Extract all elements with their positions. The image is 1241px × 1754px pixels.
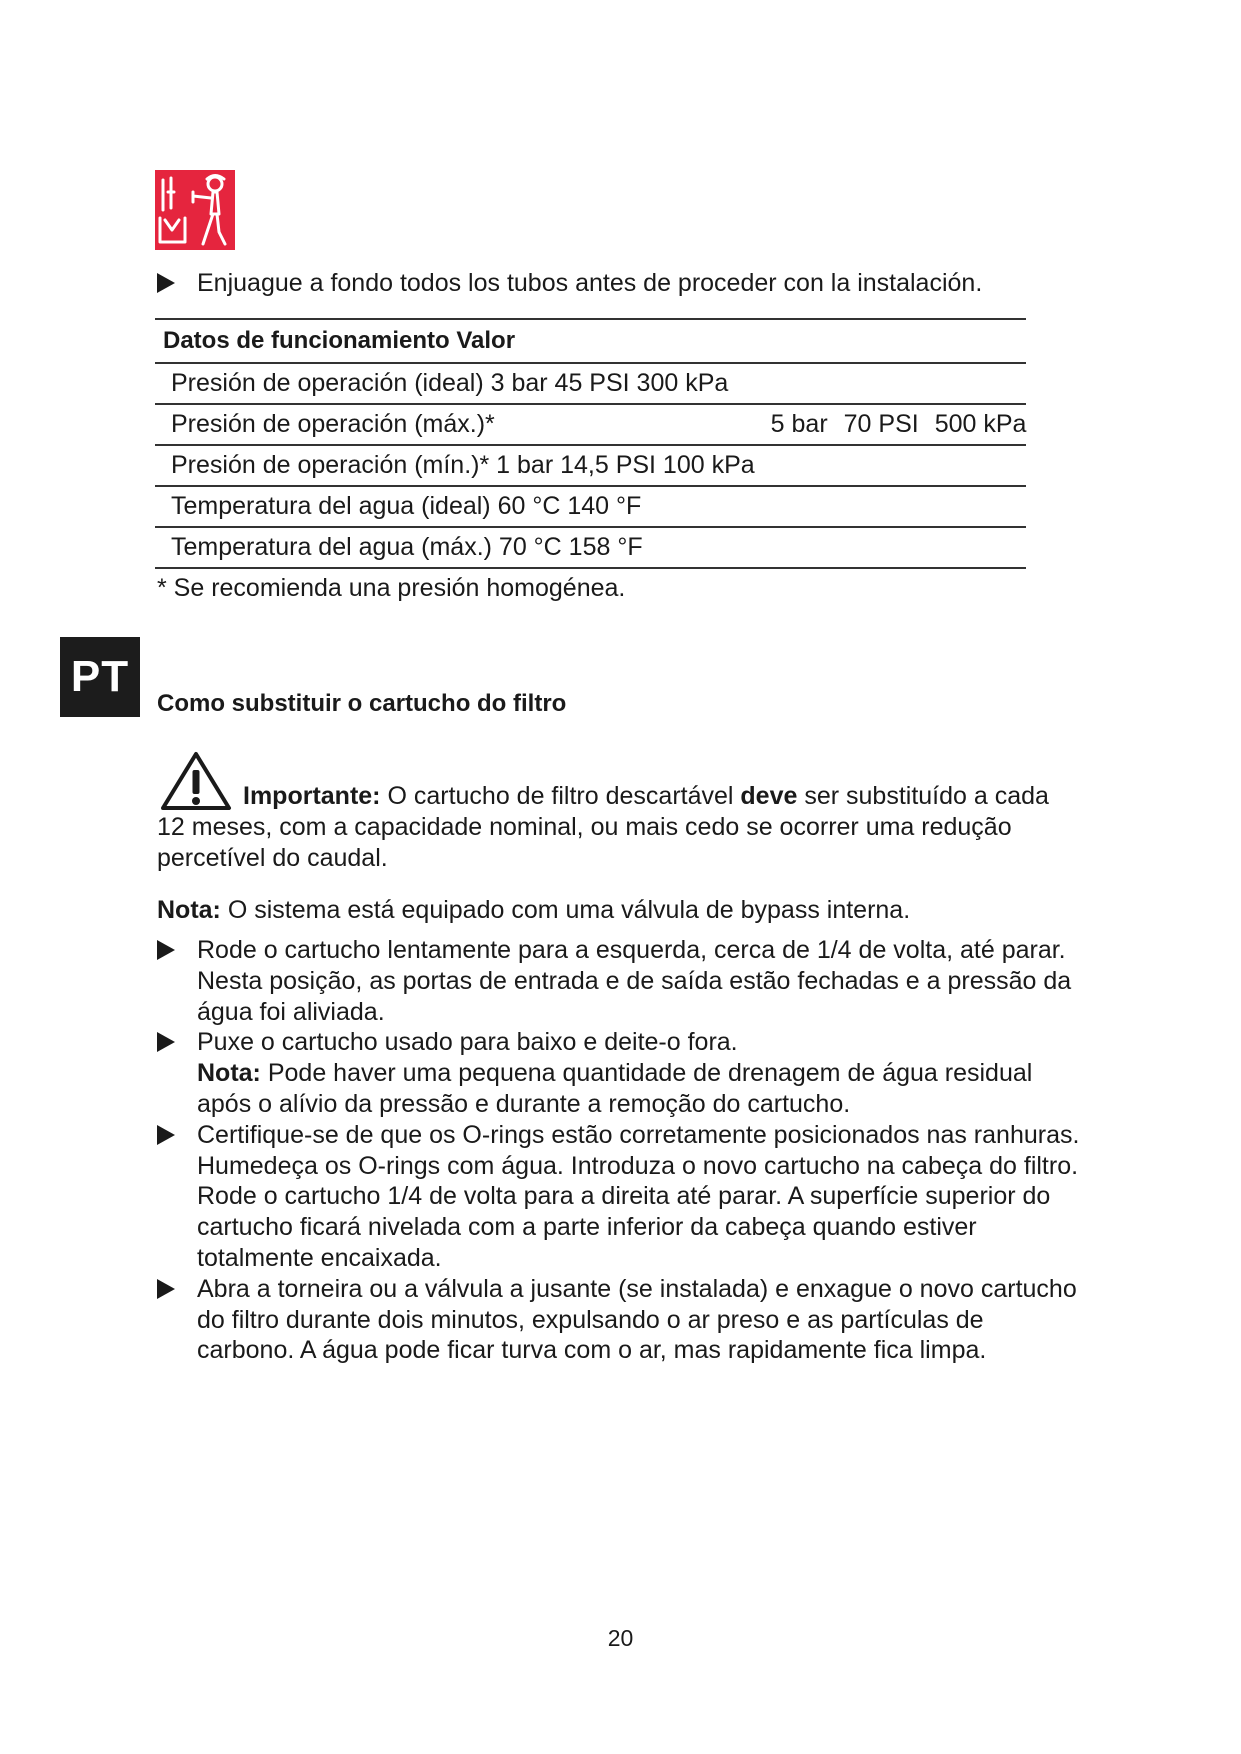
row-label: Presión de operación (ideal) 3 bar 45 PSI 300 kPa bbox=[155, 363, 755, 404]
bullet-arrow-icon bbox=[157, 940, 175, 960]
step-note-label: Nota: bbox=[197, 1059, 261, 1088]
row-label: Temperatura del agua (ideal) 60 °C 140 °F bbox=[155, 486, 755, 527]
row-label: Temperatura del agua (máx.) 70 °C 158 °F bbox=[155, 527, 755, 568]
page-number: 20 bbox=[607, 1625, 634, 1651]
row-value-kpa: 500 kPa bbox=[919, 404, 1027, 445]
row-label: Presión de operación (máx.)* bbox=[155, 404, 755, 445]
bypass-note: Nota: O sistema está equipado com uma válvula de bypass interna. bbox=[157, 896, 911, 924]
table-row bbox=[155, 445, 1026, 486]
list-item: Abra a torneira ou a válvula a jusante (se instalada) e enxague o novo cartucho do filtro durante dois minutos, expulsando o ar preso e as partículas de carbono. A água pode ficar turva com o ar, mas rapidamente fica limpa. bbox=[157, 1274, 1087, 1366]
bullet-arrow-icon bbox=[157, 1279, 175, 1299]
section-title: Como substituir o cartucho do filtro bbox=[157, 690, 567, 717]
row-label: Presión de operación (mín.)* 1 bar 14,5 PSI 100 kPa bbox=[155, 445, 755, 486]
important-label: Importante: bbox=[243, 782, 381, 810]
important-notice: Importante: O cartucho de filtro descartável deve ser substituído a cada 12 meses, com a capacidade nominal, ou mais cedo se ocorrer uma redução percetível do caudal. bbox=[157, 782, 1049, 872]
bullet-arrow-icon bbox=[157, 1032, 175, 1052]
table-row bbox=[155, 404, 1026, 445]
emphasis-deve: deve bbox=[740, 782, 798, 810]
table-footnote: * Se recomienda una presión homogénea. bbox=[157, 574, 626, 602]
table-row bbox=[155, 527, 1026, 568]
row-value-psi: 70 PSI bbox=[828, 404, 919, 445]
operating-data-table bbox=[155, 318, 1026, 569]
bullet-arrow-icon bbox=[157, 1125, 175, 1145]
installer-tools-icon bbox=[155, 170, 235, 250]
language-tab: PT bbox=[60, 637, 140, 717]
table-row bbox=[155, 363, 1026, 404]
table-row bbox=[155, 486, 1026, 527]
table-header: Datos de funcionamiento Valor bbox=[155, 319, 1026, 363]
row-value-bar: 5 bar bbox=[755, 404, 828, 445]
list-item: Rode o cartucho lentamente para a esquerda, cerca de 1/4 de volta, até parar. Nesta posição, as portas de entrada e de saída estão fechadas e a pressão da água foi aliviada. bbox=[157, 935, 1087, 1027]
list-item: Certifique-se de que os O-rings estão corretamente posicionados nas ranhuras. Humedeça os O-rings com água. Introduza o novo cartucho na cabeça do filtro. Rode o cartucho 1/4 de volta para a direita até parar. A superfície superior do cartucho ficará nivelada com a parte inferior da cabeça quando estiver totalmente encaixada. bbox=[157, 1120, 1087, 1274]
note-label: Nota: bbox=[157, 896, 221, 924]
instruction-text: Enjuague a fondo todos los tubos antes de proceder con la instalación. bbox=[197, 269, 983, 297]
bullet-arrow-icon bbox=[157, 273, 175, 293]
list-item: Puxe o cartucho usado para baixo e deite-o fora. Nota: Pode haver uma pequena quantidade de drenagem de água residual após o alívio da pressão e durante a remoção do cartucho. bbox=[157, 1027, 1087, 1119]
replacement-steps bbox=[157, 935, 1087, 1366]
